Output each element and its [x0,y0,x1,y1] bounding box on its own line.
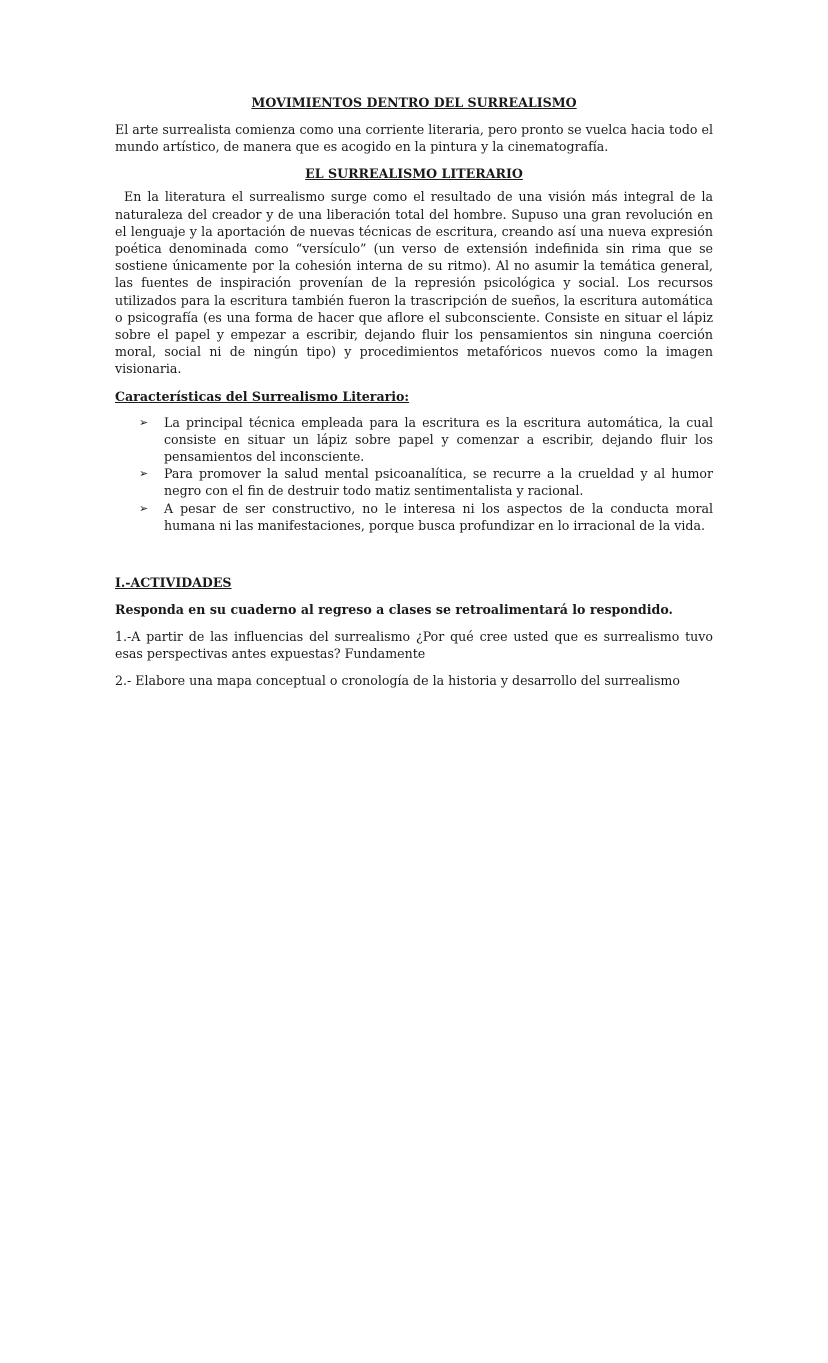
question-2: 2.- Elabore una mapa conceptual o cronología de la historia y desarrollo del surrealismo [115,673,680,689]
instruction-text: Responda en su cuaderno al regreso a clases se retroalimentará lo respondido. [115,602,673,618]
list-item-text: A pesar de ser constructivo, no le interesa ni los aspectos de la conducta moral humana ni las manifestaciones, porque busca profundizar en lo irracional de la vida. [164,500,713,533]
document-page [115,94,713,700]
section-subtitle: EL SURREALISMO LITERARIO [305,166,523,182]
question-1: 1.-A partir de las influencias del surrealismo ¿Por qué cree usted que es surrealismo tuvo esas perspectivas antes expuestas? Fundamente [115,629,713,662]
activities-heading: I.-ACTIVIDADES [115,575,232,591]
list-item [115,465,713,499]
arrow-bullet-icon: ➢ [139,467,149,481]
list-item [115,500,713,534]
characteristics-list [115,414,713,534]
characteristics-heading: Características del Surrealismo Literario: [115,388,410,404]
arrow-bullet-icon: ➢ [139,501,149,515]
list-item [115,414,713,466]
list-item-text: La principal técnica empleada para la escritura es la escritura automática, la cual consiste en situar un lápiz sobre papel y comenzar a escribir, dejando fluir los pensamientos del inconsciente. [164,414,713,465]
body-paragraph: En la literatura el surrealismo surge como el resultado de una visión más integral de la naturaleza del creador y de una liberación total del hombre. Supuso una gran revolución en el lenguaje y la aportación de nuevas técnicas de escritura, creando así una nueva expresión poética denominada como “versículo” (un verso de extensión indefinida sin rima que se sostiene únicamente por la cohesión interna de su ritmo). Al no asumir la temática general, las fuentes de inspiración provenían de la represión psicológica y social. Los recursos utilizados para la escritura también fueron la trascripción de sueños, la escritura automática o psicografía (es una forma de hacer que aflore el subconsciente. Consiste en situar el lápiz sobre el papel y empezar a escribir, dejando fluir los pensamientos sin ninguna coerción moral, social ni de ningún tipo) y procedimientos metafóricos nuevos como la imagen visionaria. [115,189,713,377]
intro-paragraph: El arte surrealista comienza como una corriente literaria, pero pronto se vuelca hacia todo el mundo artístico, de manera que es acogido en la pintura y la cinematografía. [115,122,713,155]
document-title: MOVIMIENTOS DENTRO DEL SURREALISMO [251,95,577,110]
arrow-bullet-icon: ➢ [139,415,149,429]
list-item-text: Para promover la salud mental psicoanalítica, se recurre a la crueldad y al humor negro con el fin de destruir todo matiz sentimentalista y racional. [164,466,713,499]
